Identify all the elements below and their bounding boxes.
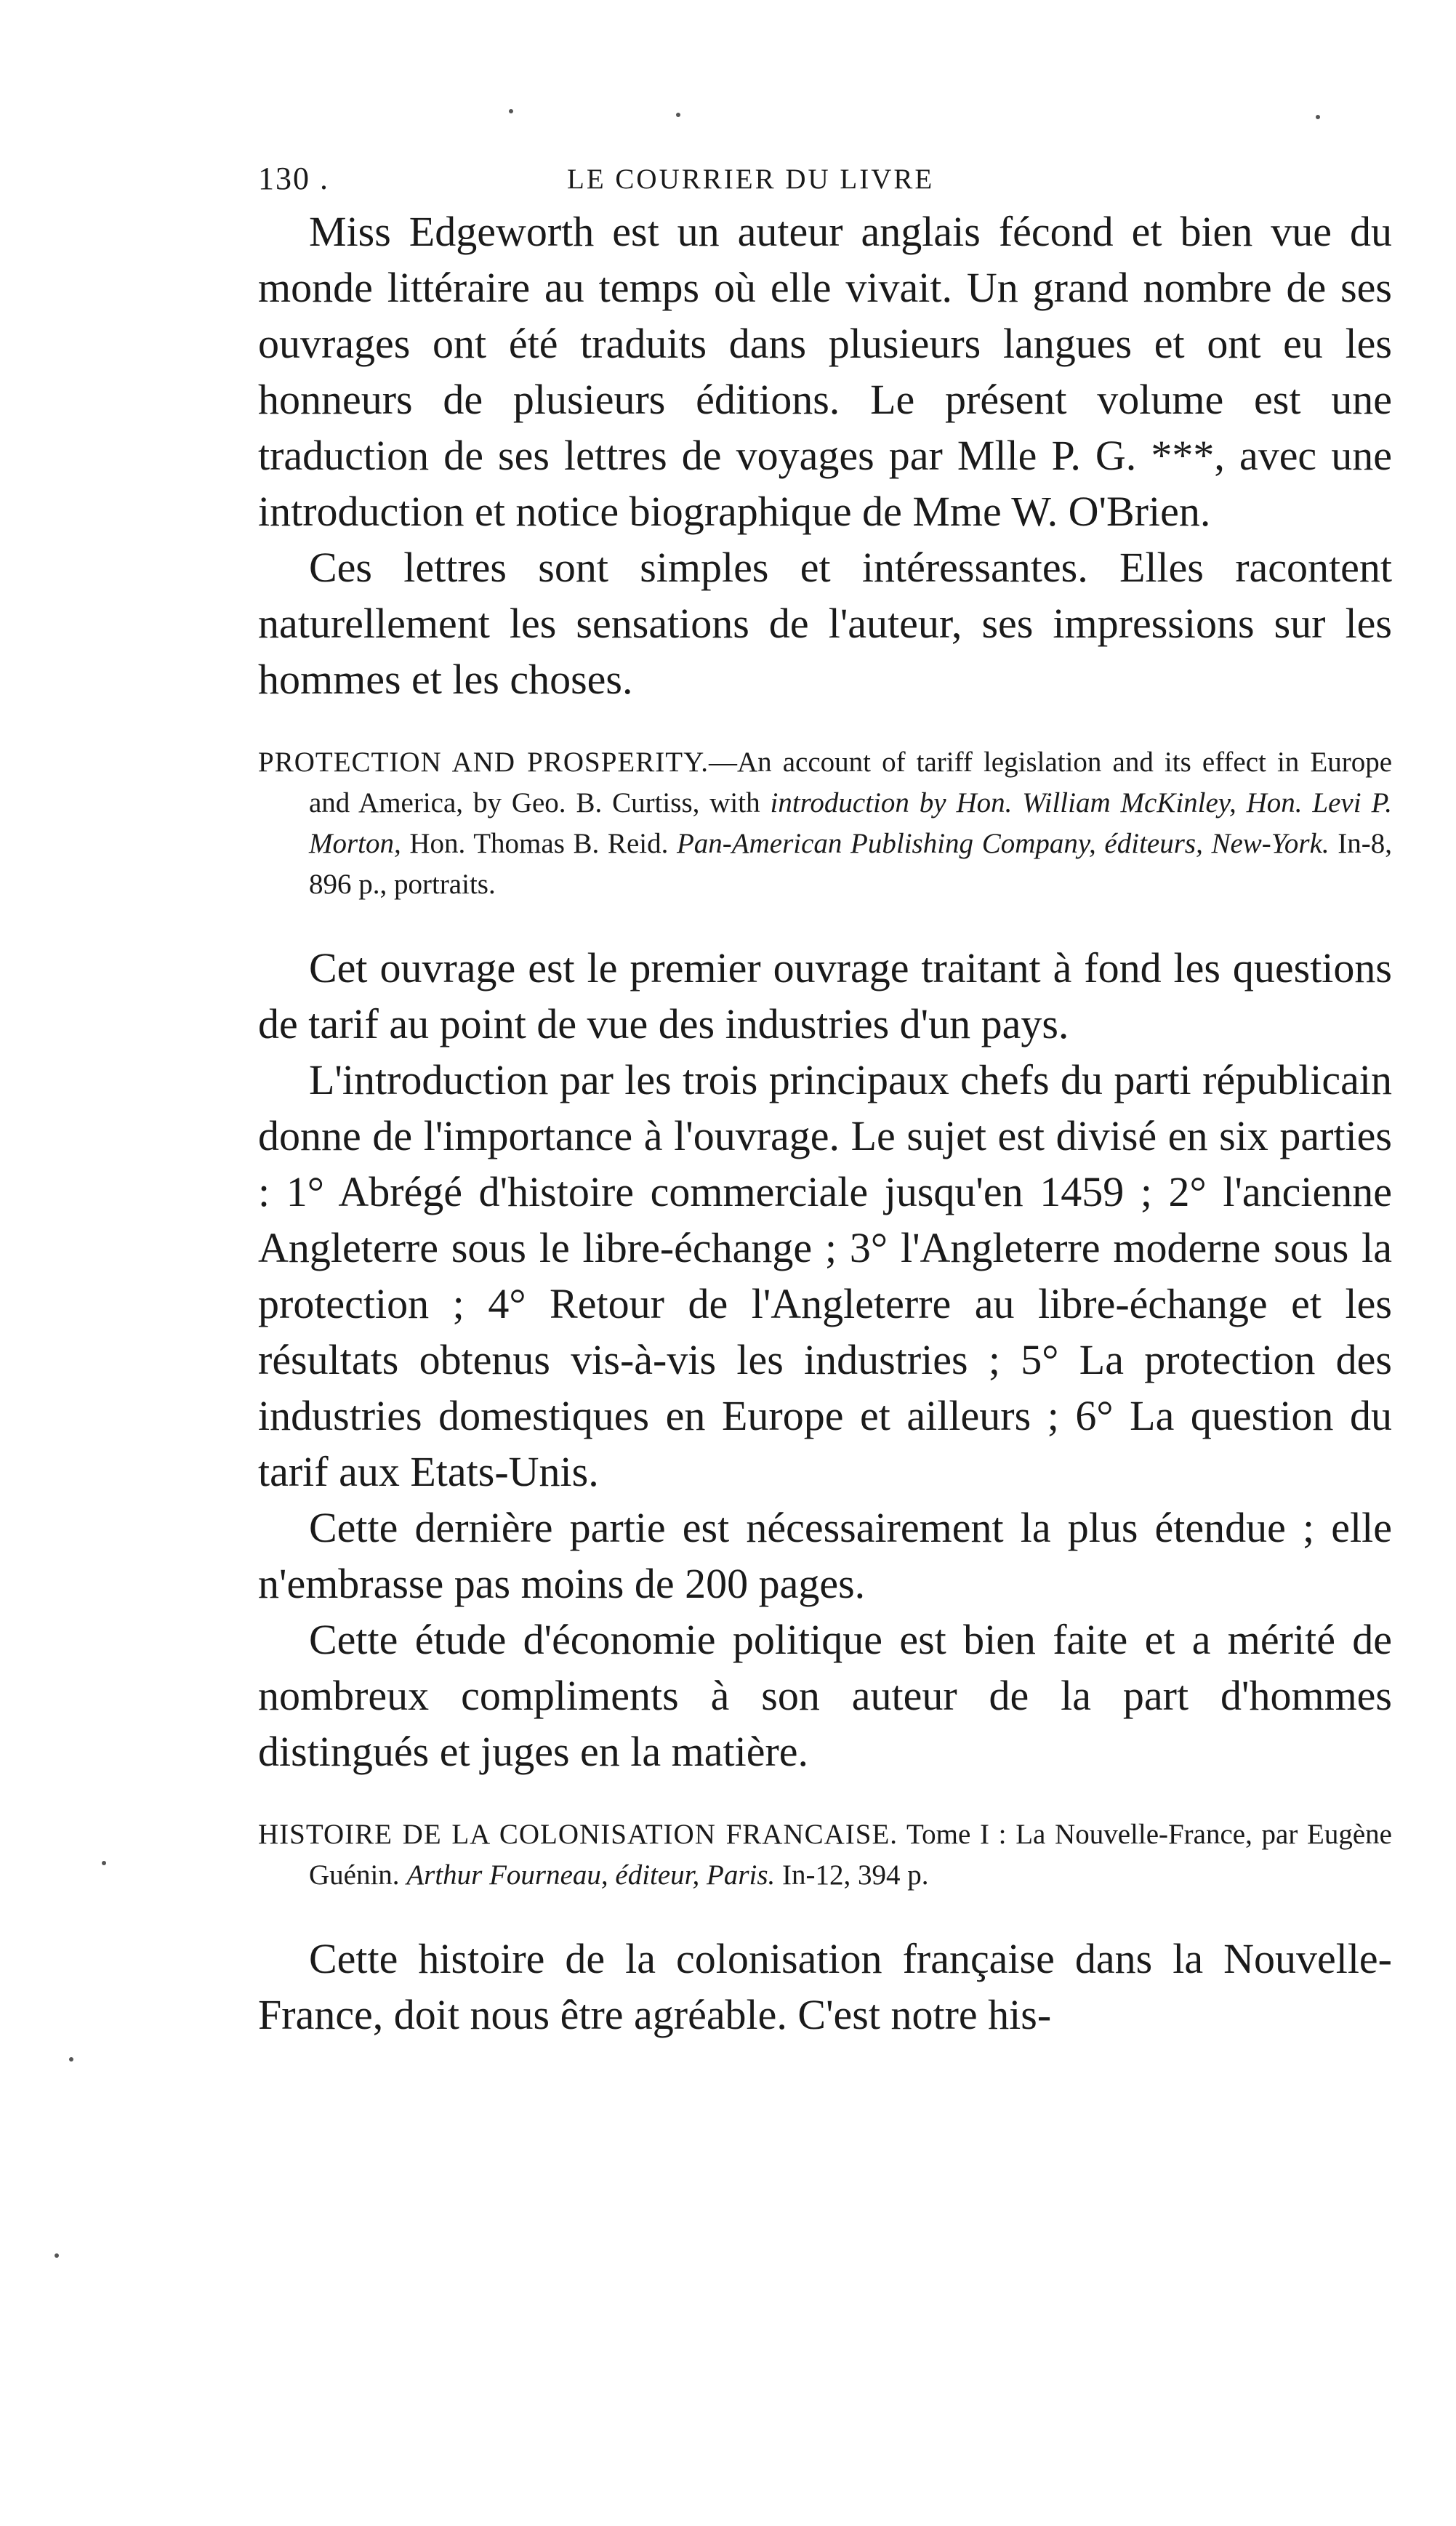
entry-publisher: Pan-American Publishing Company, éditeurs, New-York. (676, 828, 1330, 859)
ink-speck (102, 1861, 106, 1865)
paragraph-introduction: L'introduction par les trois principaux chefs du parti républicain donne de l'importance à l'ouvrage. Le sujet est divisé en six parties : 1° Abrégé d'histoire commerciale jusqu'en 1459 ; 2° l'ancienne Angleterre sous le libre-échange ; 3° l'Angleterre moderne sous la protection ; 4° Retour de l'Angleterre au libre-échange et les résultats obtenus vis-à-vis les industries ; 5° La protection des industries domestiques en Europe et ailleurs ; 6° La question du tarif aux Etats-Unis. (258, 1056, 1392, 1495)
running-title: LE COURRIER DU LIVRE (567, 164, 935, 195)
entry-title: PROTECTION AND PROSPERITY. (258, 747, 709, 778)
book-page (258, 145, 1392, 2043)
entry-publisher: Arthur Fourneau, éditeur, Paris. (406, 1859, 776, 1891)
page-number: 130 . (258, 161, 329, 196)
bibliographic-entry-protection (258, 742, 1392, 905)
ink-speck (509, 109, 513, 113)
entry-description: Tome I : La Nouvelle-France, par Eugène Guénin. (309, 1819, 1392, 1891)
paragraph-derniere-partie: Cette dernière partie est nécessairement la plus étendue ; elle n'embrasse pas moins de 200 pages. (258, 1504, 1392, 1607)
paragraph-etude: Cette étude d'économie politique est bien faite et a mérité de nombreux compliments à son auteur de la part d'hommes distingués et juges en la matière. (258, 1616, 1392, 1775)
paragraph-histoire: Cette histoire de la colonisation française dans la Nouvelle-France, doit nous être agréable. C'est notre his- (258, 1935, 1392, 2038)
paragraph-ouvrage: Cet ouvrage est le premier ouvrage traitant à fond les questions de tarif au point de vue des industries d'un pays. (258, 944, 1392, 1047)
bibliographic-entry-colonisation (258, 1814, 1392, 1896)
entry-format: In-8, 896 p., portraits. (309, 828, 1393, 900)
running-head (258, 145, 1392, 204)
ink-speck (55, 2253, 59, 2258)
entry-introduction: introduction by Hon. William McKinley, Hon. Levi P. Morton, (309, 787, 1392, 859)
ink-speck (69, 2057, 73, 2062)
entry-title: HISTOIRE DE LA COLONISATION FRANCAISE. (258, 1819, 898, 1850)
entry-format: In-12, 394 p. (782, 1859, 929, 1891)
entry-description: —An account of tariff legislation and its effect in Europe and America, by Geo. B. Curtiss, with (309, 747, 1393, 818)
ink-speck (676, 113, 680, 117)
entry-contributor: Hon. Thomas B. Reid. (409, 828, 669, 859)
ink-speck (1316, 115, 1320, 119)
paragraph-lettres: Ces lettres sont simples et intéressantes. Elles racontent naturellement les sensations de l'auteur, ses impressions sur les hommes et les choses. (258, 544, 1392, 703)
paragraph-edgeworth: Miss Edgeworth est un auteur anglais fécond et bien vue du monde littéraire au temps où elle vivait. Un grand nombre de ses ouvrages ont été traduits dans plusieurs langues et ont eu les honneurs de plusieurs éditions. Le présent volume est une traduction de ses lettres de voyages par Mlle P. G. ***, avec une introduction et notice biographique de Mme W. O'Brien. (258, 208, 1392, 535)
